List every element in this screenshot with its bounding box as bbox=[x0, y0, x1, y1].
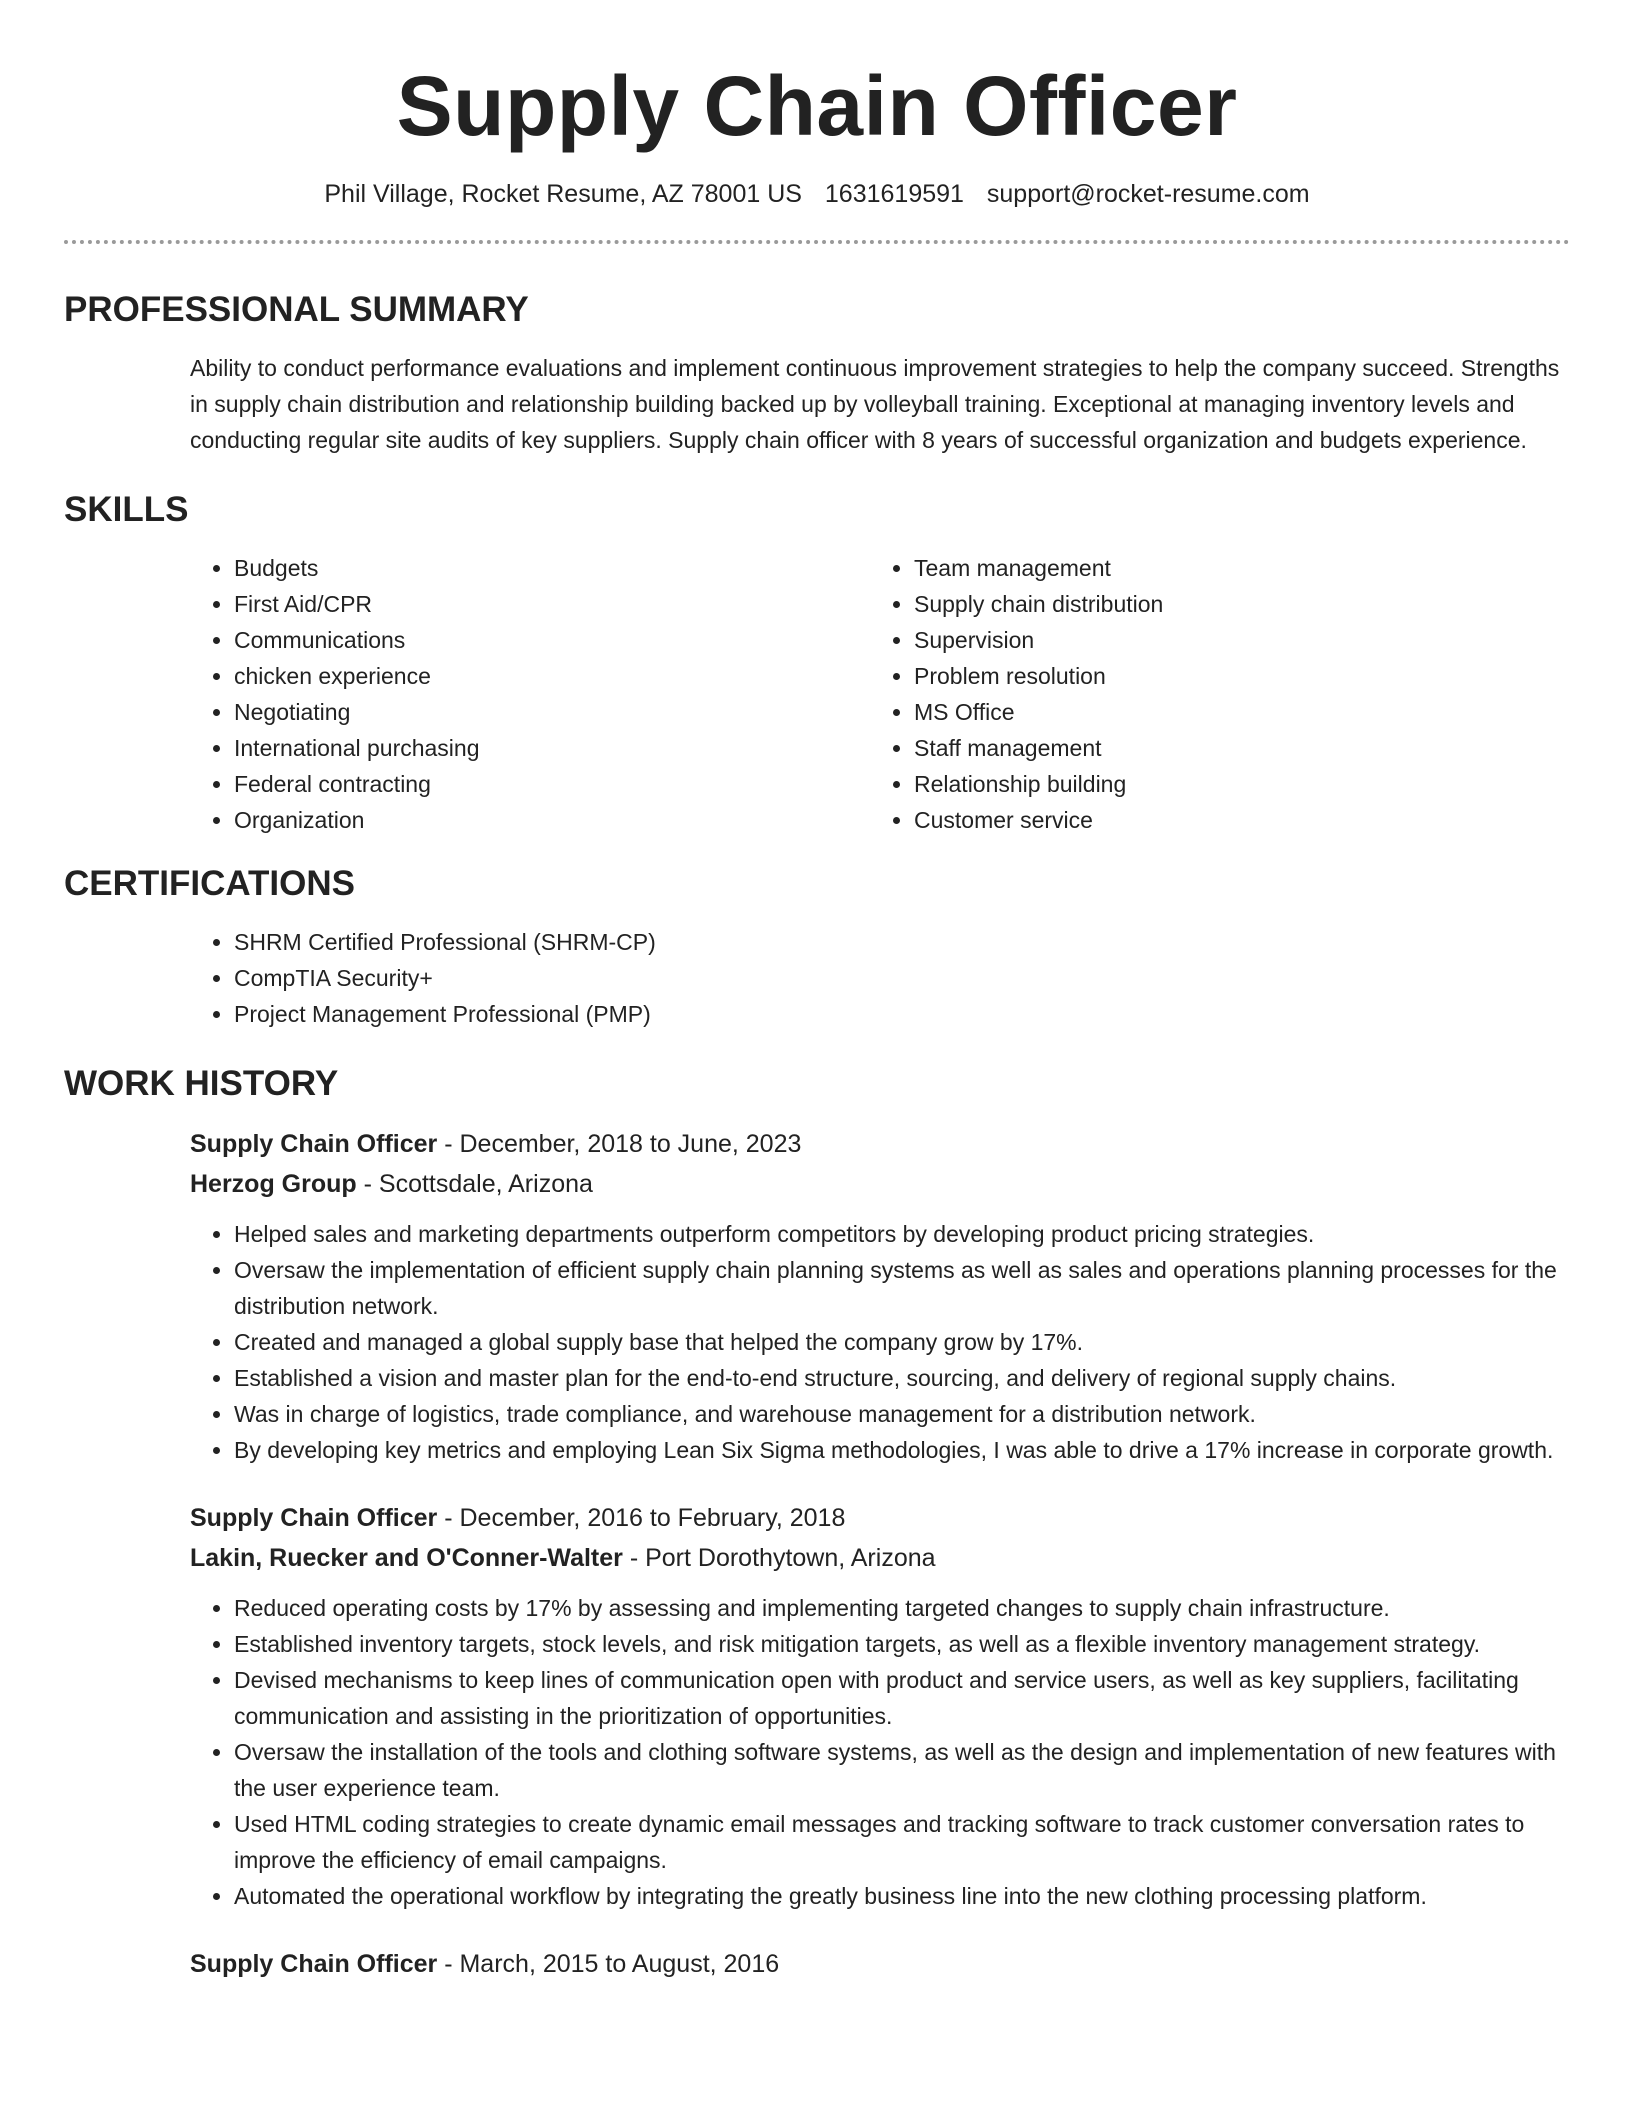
job-title-line bbox=[190, 1498, 1570, 1538]
certification-item: • SHRM Certified Professional (SHRM-CP) bbox=[234, 924, 1570, 960]
job-dates: - December, 2018 to June, 2023 bbox=[437, 1130, 802, 1158]
job-role: Supply Chain Officer bbox=[190, 1130, 438, 1158]
skill-item: • Federal contracting bbox=[234, 766, 870, 802]
job-entry bbox=[190, 1944, 1570, 1984]
skill-item: • chicken experience bbox=[234, 658, 870, 694]
skill-item: • International purchasing bbox=[234, 730, 870, 766]
resume-page bbox=[64, 0, 1570, 1984]
job-bullet: • Established inventory targets, stock levels, and risk mitigation targets, as well as a flexible inventory management strategy. bbox=[234, 1626, 1570, 1662]
job-bullet: • Established a vision and master plan for the end-to-end structure, sourcing, and delivery of regional supply chains. bbox=[234, 1360, 1570, 1396]
skill-item: • Relationship building bbox=[914, 766, 1550, 802]
job-bullets bbox=[190, 1216, 1570, 1468]
summary-heading: PROFESSIONAL SUMMARY bbox=[64, 290, 529, 329]
job-location: - Port Dorothytown, Arizona bbox=[622, 1544, 936, 1572]
job-entry bbox=[190, 1124, 1570, 1468]
header-divider bbox=[64, 240, 1570, 244]
job-bullet: • Automated the operational workflow by integrating the greatly business line into the new clothing processing platform. bbox=[234, 1878, 1570, 1914]
certifications-list bbox=[190, 924, 1570, 1032]
job-bullet: • Was in charge of logistics, trade compliance, and warehouse management for a distribution network. bbox=[234, 1396, 1570, 1432]
skill-item: • Problem resolution bbox=[914, 658, 1550, 694]
contact-phone: 1631619591 bbox=[824, 180, 964, 208]
job-company: Herzog Group bbox=[190, 1170, 357, 1198]
certifications-heading: CERTIFICATIONS bbox=[64, 864, 356, 903]
job-bullet: • Helped sales and marketing departments outperform competitors by developing product pricing strategies. bbox=[234, 1216, 1570, 1252]
job-bullet: • Reduced operating costs by 17% by assessing and implementing targeted changes to supply chain infrastructure. bbox=[234, 1590, 1570, 1626]
skill-item: • Budgets bbox=[234, 550, 870, 586]
contact-email: support@rocket-resume.com bbox=[986, 180, 1310, 208]
skills-columns bbox=[190, 550, 1570, 838]
job-dates: - December, 2016 to February, 2018 bbox=[437, 1504, 846, 1532]
job-bullet: • Oversaw the implementation of efficient supply chain planning systems as well as sales and operations planning processes for the distribution network. bbox=[234, 1252, 1570, 1324]
skill-item: • Negotiating bbox=[234, 694, 870, 730]
certification-item: • CompTIA Security+ bbox=[234, 960, 1570, 996]
job-bullet: • Created and managed a global supply base that helped the company grow by 17%. bbox=[234, 1324, 1570, 1360]
job-bullet: • Oversaw the installation of the tools and clothing software systems, as well as the design and implementation of new features with the user experience team. bbox=[234, 1734, 1570, 1806]
job-title-line bbox=[190, 1124, 1570, 1164]
job-company-line bbox=[190, 1164, 1570, 1204]
contact-line bbox=[64, 178, 1570, 210]
skills-heading: SKILLS bbox=[64, 490, 189, 529]
job-bullet: • Used HTML coding strategies to create dynamic email messages and tracking software to track customer conversation rates to improve the efficiency of email campaigns. bbox=[234, 1806, 1570, 1878]
job-entry bbox=[190, 1498, 1570, 1914]
skill-item: • MS Office bbox=[914, 694, 1550, 730]
skill-item: • Customer service bbox=[914, 802, 1550, 838]
job-title-line bbox=[190, 1944, 1570, 1984]
skills-list-left bbox=[190, 550, 870, 838]
skill-item: • Communications bbox=[234, 622, 870, 658]
skill-item: • First Aid/CPR bbox=[234, 586, 870, 622]
skill-item: • Staff management bbox=[914, 730, 1550, 766]
job-location: - Scottsdale, Arizona bbox=[356, 1170, 593, 1198]
certifications-block bbox=[190, 924, 1570, 1032]
job-role: Supply Chain Officer bbox=[190, 1504, 438, 1532]
job-company: Lakin, Ruecker and O'Conner-Walter bbox=[190, 1544, 623, 1572]
job-bullet: • By developing key metrics and employing Lean Six Sigma methodologies, I was able to drive a 17% increase in corporate growth. bbox=[234, 1432, 1570, 1468]
contact-address: Phil Village, Rocket Resume, AZ 78001 US bbox=[324, 180, 802, 208]
job-company-line bbox=[190, 1538, 1570, 1578]
skills-list-right bbox=[870, 550, 1550, 838]
job-bullets bbox=[190, 1590, 1570, 1914]
work-history-heading: WORK HISTORY bbox=[64, 1064, 339, 1103]
summary-text: Ability to conduct performance evaluations and implement continuous improvement strategies to help the company succeed. Strengths in supply chain distribution and relationship building backed up by volleyball training. Exceptional at managing inventory levels and conducting regular site audits of key suppliers. Supply chain officer with 8 years of successful organization and budgets experience. bbox=[190, 355, 1560, 453]
skill-item: • Organization bbox=[234, 802, 870, 838]
job-role: Supply Chain Officer bbox=[190, 1950, 438, 1978]
job-dates: - March, 2015 to August, 2016 bbox=[437, 1950, 780, 1978]
job-bullet: • Devised mechanisms to keep lines of communication open with product and service users, as well as key suppliers, facilitating communication and assisting in the prioritization of opportunities. bbox=[234, 1662, 1570, 1734]
skill-item: • Supervision bbox=[914, 622, 1550, 658]
resume-name: Supply Chain Officer bbox=[396, 59, 1238, 153]
skill-item: • Supply chain distribution bbox=[914, 586, 1550, 622]
certification-item: • Project Management Professional (PMP) bbox=[234, 996, 1570, 1032]
skill-item: • Team management bbox=[914, 550, 1550, 586]
